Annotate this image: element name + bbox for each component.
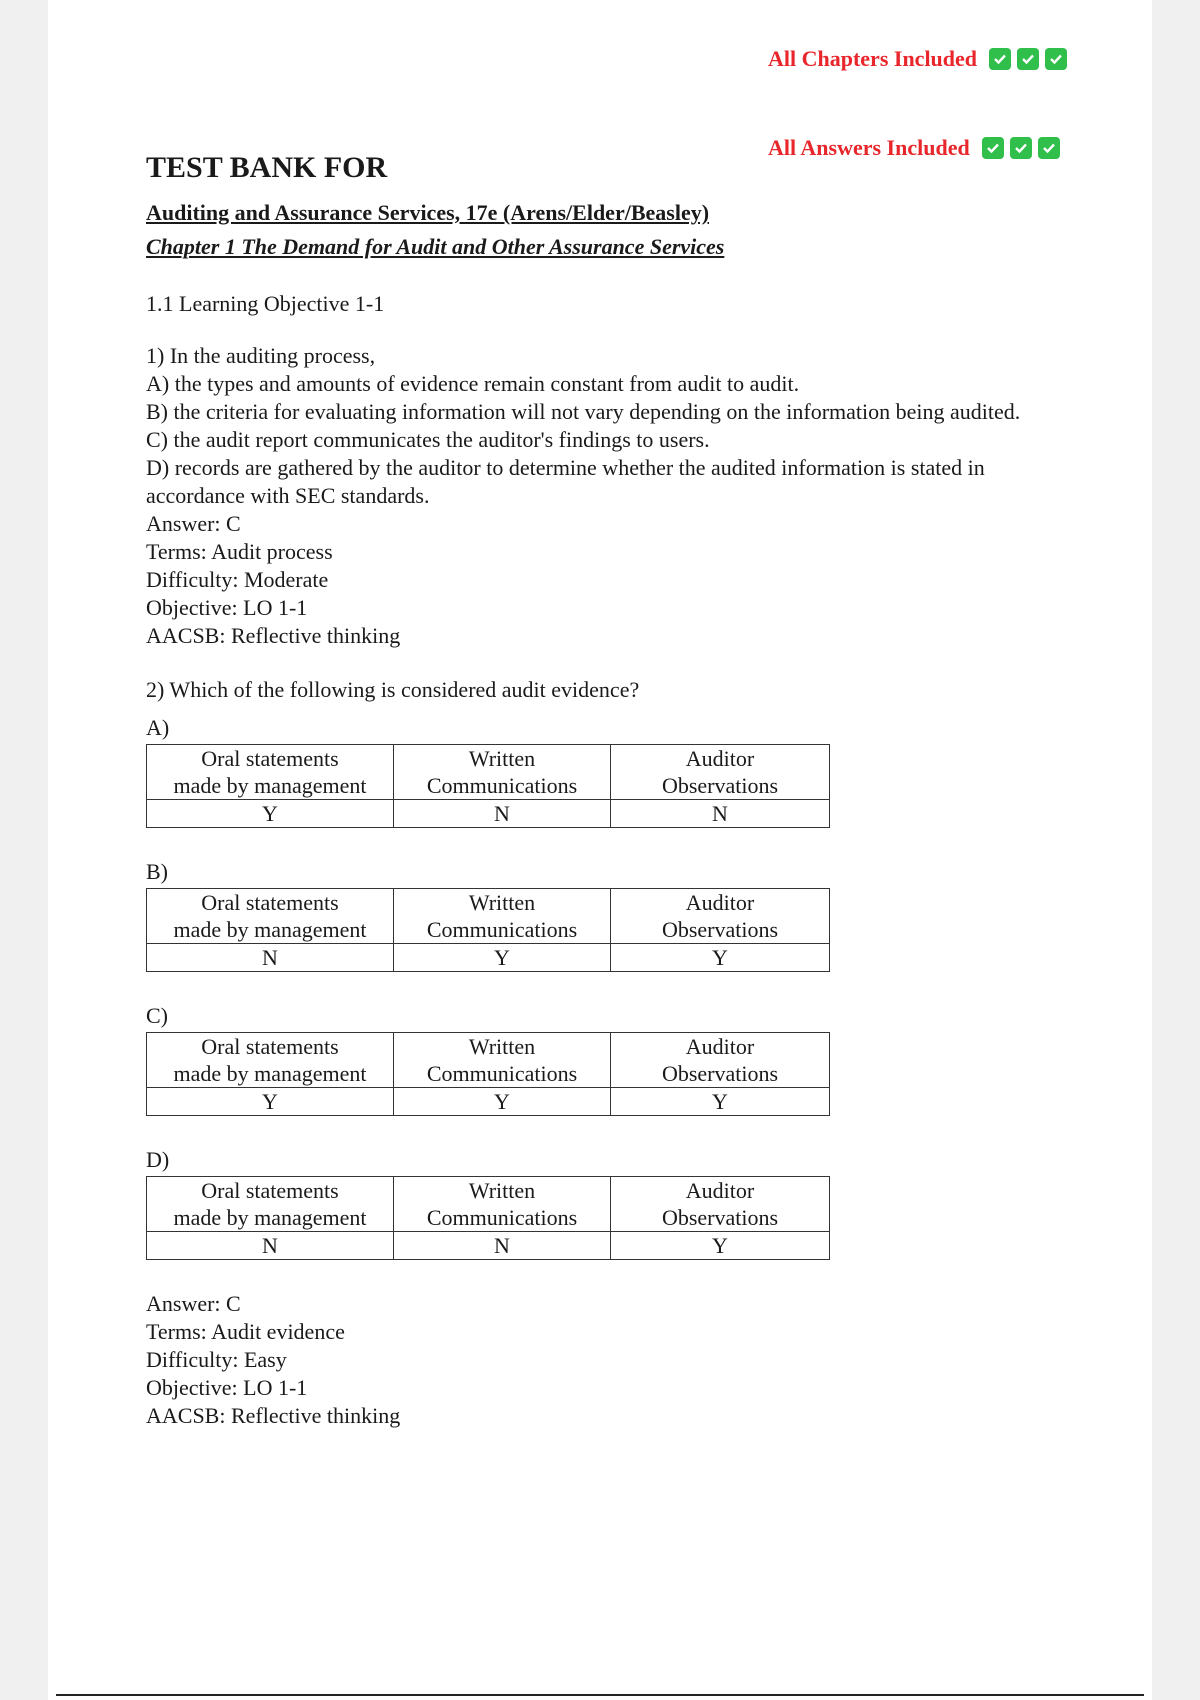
question-stem: 2) Which of the following is considered audit evidence? [146, 677, 640, 702]
all-answers-label: All Answers Included [768, 135, 970, 160]
question-stem: 1) In the auditing process, [146, 343, 376, 368]
table-row [147, 1088, 830, 1116]
cell-written: Y [394, 944, 611, 972]
option-block [146, 714, 1066, 828]
terms: Terms: Audit process [146, 539, 333, 564]
header-written: Written Communications [394, 745, 611, 800]
option-table [146, 744, 830, 828]
table-header-row [147, 1177, 830, 1232]
cell-oral: Y [147, 1088, 394, 1116]
check-icon [989, 48, 1011, 70]
cell-oral: N [147, 944, 394, 972]
check-group [989, 48, 1067, 70]
header-oral: Oral statements made by management [147, 745, 394, 800]
objective: Objective: LO 1-1 [146, 595, 308, 620]
option-block [146, 858, 1066, 972]
answer: Answer: C [146, 511, 241, 536]
header-written: Written Communications [394, 1033, 611, 1088]
option-table [146, 1176, 830, 1260]
answer: Answer: C [146, 1291, 241, 1316]
all-chapters-banner [768, 46, 1152, 72]
book-title: Auditing and Assurance Services, 17e (Arens/Elder/Beasley) [146, 200, 710, 225]
section-heading: 1.1 Learning Objective 1-1 [146, 291, 385, 316]
option-list [146, 714, 1066, 1260]
table-row [147, 1232, 830, 1260]
header-oral: Oral statements made by management [147, 1177, 394, 1232]
option-c: C) the audit report communicates the auditor's findings to users. [146, 427, 710, 452]
option-d: D) records are gathered by the auditor to determine whether the audited information is stated in accordance with SEC standards. [146, 455, 985, 508]
cell-auditor: N [611, 800, 830, 828]
option-a: A) the types and amounts of evidence remain constant from audit to audit. [146, 371, 800, 396]
terms: Terms: Audit evidence [146, 1319, 345, 1344]
objective: Objective: LO 1-1 [146, 1375, 308, 1400]
table-header-row [147, 745, 830, 800]
option-table [146, 888, 830, 972]
header-auditor: Auditor Observations [611, 745, 830, 800]
cell-oral: N [147, 1232, 394, 1260]
question-1 [146, 342, 1066, 650]
header-written: Written Communications [394, 1177, 611, 1232]
all-chapters-label: All Chapters Included [768, 46, 978, 71]
aacsb: AACSB: Reflective thinking [146, 623, 401, 648]
check-icon [1017, 48, 1039, 70]
check-icon [1045, 48, 1067, 70]
header-oral: Oral statements made by management [147, 889, 394, 944]
header-auditor: Auditor Observations [611, 889, 830, 944]
option-block [146, 1146, 1066, 1260]
table-header-row [147, 1033, 830, 1088]
doc-title: TEST BANK FOR [146, 151, 388, 184]
aacsb: AACSB: Reflective thinking [146, 1403, 401, 1428]
cell-auditor: Y [611, 944, 830, 972]
footer-rule [56, 1694, 1144, 1696]
option-label: A) [146, 715, 170, 740]
option-table [146, 1032, 830, 1116]
option-label: B) [146, 859, 168, 884]
cell-written: Y [394, 1088, 611, 1116]
question-2 [146, 676, 1066, 1430]
table-row [147, 944, 830, 972]
cell-written: N [394, 800, 611, 828]
cell-auditor: Y [611, 1088, 830, 1116]
option-b: B) the criteria for evaluating information will not vary depending on the information being audited. [146, 399, 1021, 424]
chapter-title: Chapter 1 The Demand for Audit and Other Assurance Services [146, 234, 725, 259]
header-oral: Oral statements made by management [147, 1033, 394, 1088]
option-label: C) [146, 1003, 168, 1028]
cell-auditor: Y [611, 1232, 830, 1260]
header-auditor: Auditor Observations [611, 1177, 830, 1232]
header-written: Written Communications [394, 889, 611, 944]
difficulty: Difficulty: Easy [146, 1347, 287, 1372]
difficulty: Difficulty: Moderate [146, 567, 329, 592]
header-auditor: Auditor Observations [611, 1033, 830, 1088]
option-label: D) [146, 1147, 170, 1172]
table-row [147, 800, 830, 828]
option-block [146, 1002, 1066, 1116]
document-content [146, 150, 1066, 1430]
cell-written: N [394, 1232, 611, 1260]
table-header-row [147, 889, 830, 944]
cell-oral: Y [147, 800, 394, 828]
